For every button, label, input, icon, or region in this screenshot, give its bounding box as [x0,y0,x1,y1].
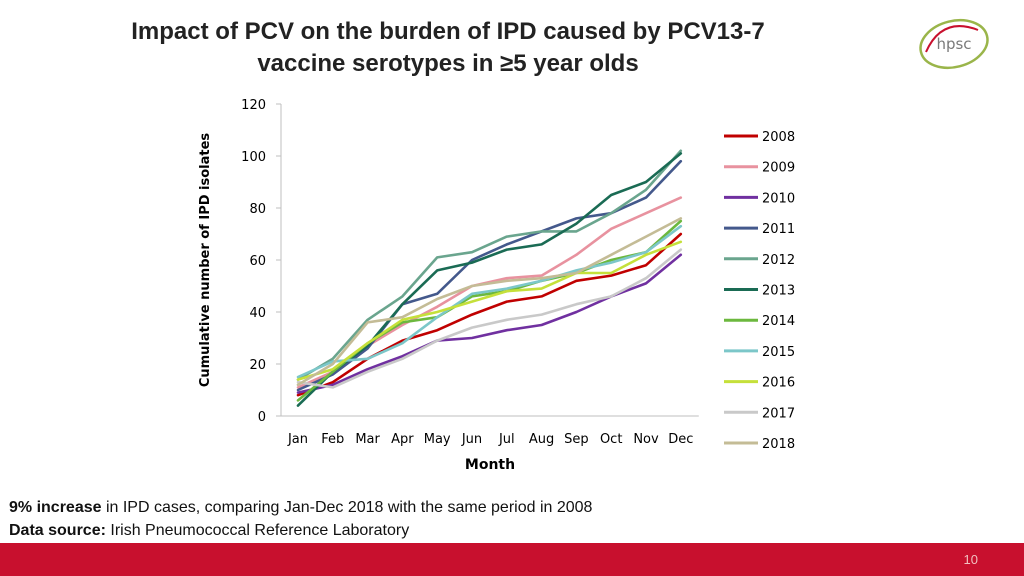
logo-text: hpsc [936,35,972,53]
footnote [9,496,592,542]
y-tick-label: 80 [249,202,266,217]
y-axis-label: Cumulative number of IPD isolates [198,132,213,388]
x-axis-label: Month [464,457,516,473]
legend-label-2010: 2010 [762,191,796,207]
y-tick-label: 40 [249,306,266,321]
chart-legend [724,130,795,452]
legend-label-2008: 2008 [762,130,796,145]
legend-label-2013: 2013 [762,283,796,299]
x-tick-label: Nov [633,432,659,447]
x-tick-label: Sep [564,432,589,447]
y-tick-label: 60 [249,254,266,269]
x-tick-label: Apr [391,432,414,447]
increase-note [9,496,592,519]
legend-label-2011: 2011 [762,222,796,238]
y-tick-label: 100 [241,150,266,165]
x-tick-label: Jan [287,432,309,447]
footer-bar [0,543,1024,576]
y-tick-label: 0 [257,410,266,425]
data-source-text: Irish Pneumococcal Reference Laboratory [105,522,410,539]
chart-series [298,151,681,406]
data-source-label: Data source: [9,522,106,539]
x-tick-label: Oct [599,432,623,447]
y-tick-label: 120 [241,98,266,113]
y-tick-label: 20 [249,358,266,373]
x-tick-label: Aug [528,432,555,447]
legend-label-2016: 2016 [762,375,796,391]
legend-label-2015: 2015 [762,344,796,360]
increase-note-text: in IPD cases, comparing Jan-Dec 2018 with the same period in 2008 [101,499,593,516]
x-tick-label: Dec [668,432,694,447]
page-number: 10 [963,552,978,567]
title-line-2: vaccine serotypes in ≥5 year olds [257,50,639,77]
x-tick-label: Jun [461,432,483,447]
x-tick-label: Jul [498,432,515,447]
data-source-note [9,519,592,542]
legend-label-2017: 2017 [762,406,796,422]
legend-label-2018: 2018 [762,437,796,452]
x-tick-label: Feb [321,432,345,447]
x-tick-label: Mar [355,432,380,447]
legend-label-2012: 2012 [762,252,796,268]
legend-label-2009: 2009 [762,160,796,176]
x-tick-label: May [423,432,451,447]
increase-note-bold: 9% increase [9,499,102,516]
legend-label-2014: 2014 [762,314,796,330]
title-line-1: Impact of PCV on the burden of IPD caused by PCV13-7 [131,18,765,45]
